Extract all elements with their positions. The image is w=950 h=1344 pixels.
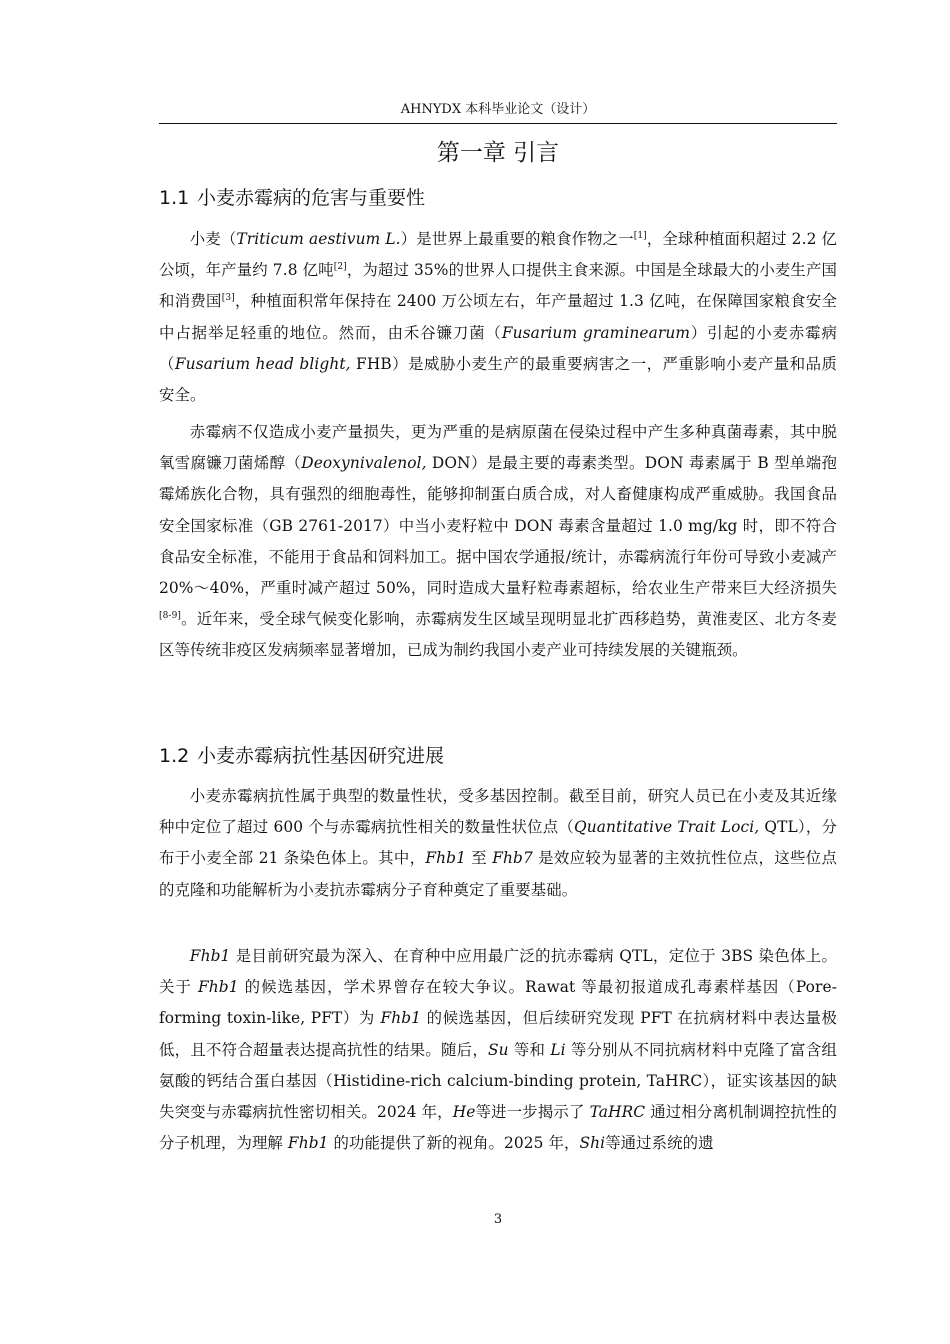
section-title: 小麦赤霉病抗性基因研究进展: [197, 745, 445, 767]
text-run: 等分别从不同抗病材料中克隆了富含组氨酸的钙结合蛋白基因（Histidine-rich calcium-binding protein, TaHRC），证实该基因的缺失突变与赤霉病抗性密切相关。2024 年，: [159, 1040, 837, 1122]
text-run: 是目前研究最为深入、在育种中应用最广泛的抗赤霉病 QTL，定位于 3BS 染色体上。关于: [159, 947, 837, 997]
chapter-title: 第一章 引言: [436, 140, 560, 166]
text-run: 的候选基因，但后续研究发现 PFT 在抗病材料中表达量极低，且不符合超量表达提高抗性的结果。随后，: [159, 1009, 837, 1059]
section-number: 1.2: [159, 745, 190, 767]
italic-run: Fhb1: [380, 1009, 422, 1028]
text-run: 的候选基因，学术界曾存在较大争议。Rawat 等最初报道成孔毒素样基因（Pore-forming toxin-like, PFT）为: [159, 978, 837, 1028]
text-run: 。近年来，受全球气候变化影响，赤霉病发生区域呈现明显北扩西移趋势，黄淮麦区、北方冬麦区等传统非疫区发病频率显著增加，已成为制约我国小麦产业可持续发展的关键瓶颈。: [159, 610, 837, 660]
italic-run: Fusarium head blight,: [174, 354, 351, 373]
text-run: FHB）是威胁小麦生产的最重要病害之一，严重影响小麦产量和品质安全。: [159, 354, 837, 405]
italic-run: TaHRC: [589, 1103, 646, 1122]
header-rule: [159, 123, 837, 124]
section-title: 小麦赤霉病的危害与重要性: [197, 187, 426, 209]
citation: [3]: [221, 293, 235, 304]
italic-run: Fhb7: [492, 849, 533, 868]
italic-run: Fhb1: [287, 1134, 329, 1153]
paragraph-4: [159, 941, 837, 1159]
section-heading-1-1: [159, 183, 837, 213]
italic-run: Shi: [579, 1134, 606, 1153]
text-run: 等和: [508, 1040, 551, 1059]
text-run: DON）是最主要的毒素类型。DON 毒素属于 B 型单端孢霉烯族化合物，具有强烈的细胞毒性，能够抑制蛋白质合成，对人畜健康构成严重威胁。我国食品安全国家标准（GB 2761-2017）中当小麦籽粒中 DON 毒素含量超过 1.0 mg/kg 时，即不符合食品安全标准，不能用于食品和饲料加工。据中国农学通报/统计，赤霉病流行年份可导致小麦减产 20%～40%，严重时减产超过 50%，同时造成大量籽粒毒素超标，给农业生产带来巨大经济损失: [159, 454, 837, 598]
paragraph-3: [159, 781, 837, 906]
paragraph-1: [159, 224, 837, 411]
italic-run: Su: [488, 1040, 509, 1059]
text-run: 小麦赤霉病抗性属于典型的数量性状，受多基因控制。截至目前，研究人员已在小麦及其近缘种中定位了超过 600 个与赤霉病抗性相关的数量性状位点（: [159, 787, 837, 837]
italic-run: Quantitative Trait Loci,: [574, 818, 760, 837]
text-run: ，为超过 35%的世界人口提供主食来源。中国是全球最大的小麦生产国和消费国: [159, 261, 837, 311]
text-run: ，种植面积常年保持在 2400 万公顷左右，年产量超过 1.3 亿吨，在保障国家粮食安全中占据举足轻重的地位。然而，由禾谷镰刀菌（: [159, 292, 837, 342]
text-run: QTL），分布于小麦全部 21 条染色体上。其中，: [159, 818, 837, 868]
page-number: 3: [493, 1212, 503, 1227]
section-heading-1-2: [159, 741, 837, 771]
text-run: 是效应较为显著的主效抗性位点，这些位点的克隆和功能解析为小麦抗赤霉病分子育种奠定了重要基础。: [159, 849, 837, 899]
text-run: ，全球种植面积超过 2.2 亿公顷，年产量约 7.8 亿吨: [159, 230, 837, 280]
italic-run: Fusarium graminearum: [501, 323, 691, 342]
text-run: 赤霉病不仅造成小麦产量损失，更为严重的是病原菌在侵染过程中产生多种真菌毒素，其中脱氧雪腐镰刀菌烯醇（: [159, 423, 837, 473]
italic-run: Triticum aestivum L.: [236, 230, 401, 248]
paragraph-2: [159, 417, 837, 667]
citation: [1]: [633, 231, 647, 241]
text-run: 等进一步揭示了: [475, 1103, 590, 1122]
italic-run: Fhb1: [198, 978, 239, 997]
italic-run: Fhb1: [189, 947, 231, 965]
text-run: 通过相分离机制调控抗性的分子机理，为理解: [159, 1103, 837, 1153]
italic-run: Fhb1: [425, 849, 467, 868]
text-run: 的功能提供了新的视角。2025 年，: [328, 1134, 580, 1153]
text-run: 至: [466, 849, 493, 868]
text-run: ）引起的小麦赤霉病（: [159, 323, 837, 373]
italic-run: He: [452, 1103, 476, 1122]
section-number: 1.1: [159, 187, 190, 209]
italic-run: Deoxynivalenol,: [301, 454, 427, 473]
text-run: ）是世界上最重要的粮食作物之一: [400, 230, 634, 248]
citation: [2]: [333, 262, 347, 273]
text-run: 小麦（: [189, 230, 237, 248]
running-header: AHNYDX 本科毕业论文（设计）: [400, 102, 596, 117]
italic-run: Li: [550, 1040, 566, 1059]
text-run: 等通过系统的遗: [605, 1134, 714, 1153]
citation: [8-9]: [159, 611, 182, 622]
